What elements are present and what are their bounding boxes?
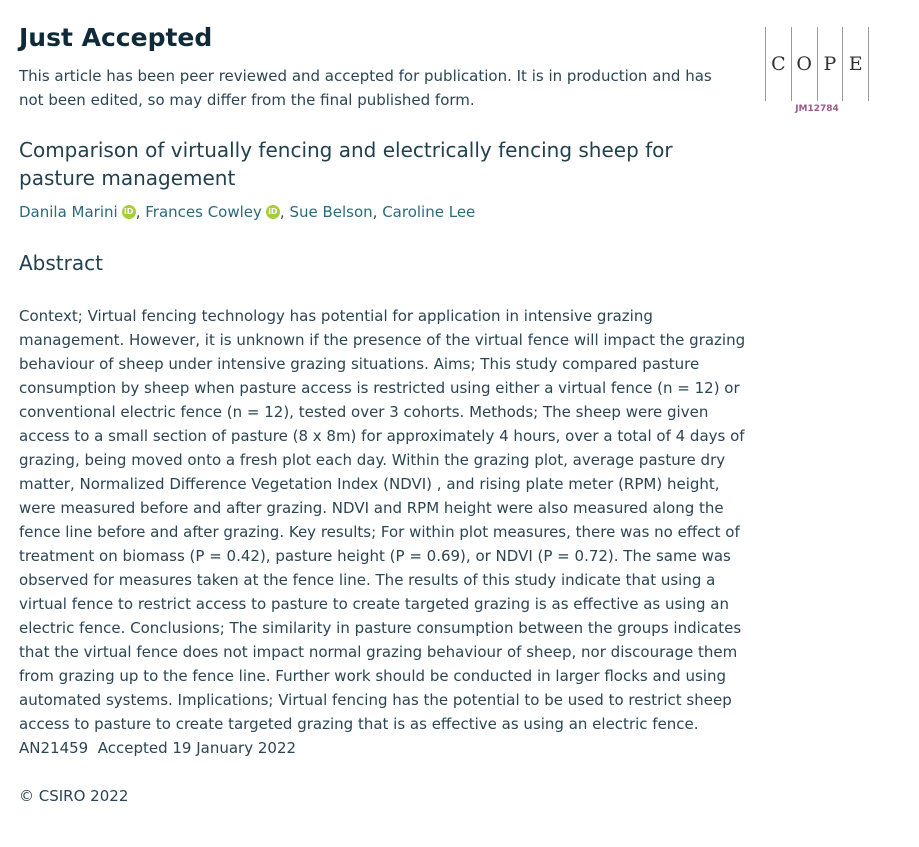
author-name[interactable]: Caroline Lee (382, 203, 476, 221)
orcid-icon[interactable]: iD (266, 205, 280, 219)
article-title: Comparison of virtually fencing and electrically fencing sheep for pasture management (19, 138, 673, 190)
cope-member-id: JM12784 (795, 104, 839, 114)
cope-logo-letters (765, 27, 869, 101)
author-name[interactable]: Sue Belson (289, 203, 373, 221)
abstract-heading: Abstract (19, 251, 103, 275)
orcid-icon[interactable]: iD (122, 205, 136, 219)
cope-letter: P (817, 27, 843, 101)
author-name[interactable]: Danila Marini (19, 203, 118, 221)
just-accepted-note: This article has been peer reviewed and accepted for publication. It is in production and has not been edited, so may differ from the final published form. (19, 67, 712, 109)
cope-logo[interactable] (765, 27, 869, 101)
author-separator: , (372, 203, 383, 221)
author-list (19, 201, 739, 223)
author-separator: , (135, 203, 146, 221)
cope-letter: E (842, 27, 869, 101)
author-separator: , (279, 203, 290, 221)
author-name[interactable]: Frances Cowley (145, 203, 262, 221)
cope-letter: C (765, 27, 791, 101)
cope-letter: O (791, 27, 817, 101)
accepted-info: AN21459 Accepted 19 January 2022 (19, 739, 297, 757)
copyright-notice: © CSIRO 2022 (19, 787, 129, 805)
abstract-text: Context; Virtual fencing technology has potential for application in intensive grazing management. However, it is unknown if the presence of the virtual fence will impact the grazing behaviour of sheep under intensive grazing situations. Aims; This study compared pasture consumption by sheep when pasture access is restricted using either a virtual fence (n = 12) or conventional electric fence (n = 12), tested over 3 cohorts. Methods; The sheep were given access to a small section of pasture (8 x 8m) for approximately 4 hours, over a total of 4 days of grazing, being moved onto a fresh plot each day. Within the grazing plot, average pasture dry matter, Normalized Difference Vegetation Index (NDVI) , and rising plate meter (RPM) height, were measured before and after grazing. NDVI and RPM height were also measured along the fence line before and after grazing. Key results; For within plot measures, there was no effect of treatment on biomass (P = 0.42), pasture height (P = 0.69), or NDVI (P = 0.72). The same was observed for measures taken at the fence line. The results of this study indicate that using a virtual fence to restrict access to pasture to create targeted grazing is as effective as using an electric fence. Conclusions; The similarity in pasture consumption between the groups indicates that the virtual fence does not impact normal grazing behaviour of sheep, nor discourage them from grazing up to the fence line. Further work should be conducted in larger flocks and using automated systems. Implications; Virtual fencing has the potential to be used to restrict sheep access to pasture to create targeted grazing that is as effective as using an electric fence. (19, 307, 746, 733)
just-accepted-title: Just Accepted (19, 23, 213, 52)
